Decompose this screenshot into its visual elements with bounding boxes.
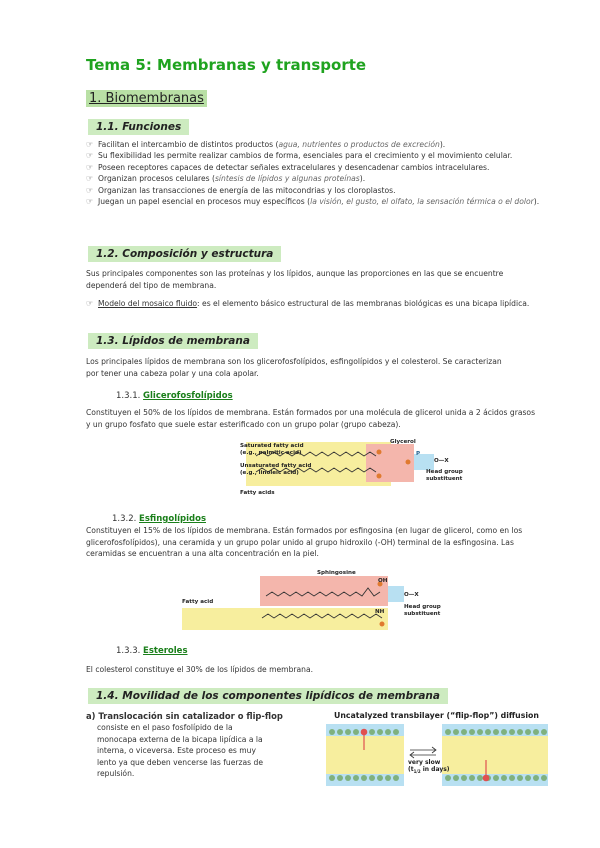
- moving-lipid-head: [361, 729, 368, 736]
- composicion-paragraph: Sus principales componentes son las proteínas y los lípidos, aunque las proporciones en las que se encuentre dependerá del tipo de membrana.: [86, 269, 504, 290]
- flip-flop-diagram: [326, 724, 556, 786]
- modelo-mosaico-link[interactable]: Modelo del mosaico fluido: [98, 299, 198, 308]
- esfingolipidos-paragraph: Constituyen el 15% de los lípidos de membrana. Están formados por esfingosina (en lugar de glicerol, como en los glicerofosfolípidos), una ceramida y un grupo polar unido al grupo hidroxilo (-OH) terminal de la esfingosina. Las ceramidas se encuentran a una alta concentración en la piel.: [86, 526, 523, 558]
- oh-label: OH: [378, 578, 388, 584]
- lipidos-paragraph: Los principales lípidos de membrana son los glicerofosfolípidos, esfingolípidos y el colesterol. Se caracterizan por tener una cabeza polar y una cola apolar.: [86, 357, 502, 378]
- subheading-esteroles: 1.3.3. Esteroles: [116, 646, 188, 656]
- section-heading-biomembranas: 1. Biomembranas: [86, 90, 207, 107]
- fatty-acid-region: [182, 608, 388, 630]
- membrane-left-core: [326, 736, 404, 774]
- flip-flop-figure: [326, 724, 556, 786]
- glycerophospholipid-figure: [240, 439, 476, 500]
- sphingosine-label: Sphingosine: [317, 570, 356, 576]
- pointing-hand-icon: ☞: [86, 197, 94, 207]
- oxygen-atom: [406, 460, 411, 465]
- heading-composicion: 1.2. Composición y estructura: [88, 246, 281, 262]
- oxygen-atom: [377, 450, 382, 455]
- phosphate-label: P: [416, 451, 421, 457]
- flip-flop-paragraph: consiste en el paso fosfolípido de la monocapa externa de la bicapa lipídica a la interna, o viceversa. Este proceso es muy lento ya que deben vencerse las fuerzas de repulsión.: [97, 723, 264, 778]
- pointing-hand-icon: ☞: [86, 140, 94, 149]
- subheading-esfingolipidos: 1.3.2. Esfingolípidos: [112, 514, 206, 524]
- pointing-hand-icon: ☞: [86, 299, 94, 308]
- head-group-label: Head group substituent: [404, 604, 441, 617]
- sphingolipid-figure: [182, 572, 452, 632]
- glicerofosfolipidos-paragraph: Constituyen el 50% de los lípidos de membrana. Están formados por una molécula de glicerol unida a 2 ácidos grasos y un grupo fosfato que suele estar esterificado con un grupo polar (grupo cabeza).: [86, 408, 536, 429]
- esteroles-paragraph: El colesterol constituye el 30% de los lípidos de membrana.: [86, 665, 314, 674]
- pointing-hand-icon: ☞: [86, 174, 94, 184]
- sphingolipid-diagram: [182, 572, 452, 632]
- head-group-region: [388, 586, 404, 602]
- pointing-hand-icon: ☞: [86, 185, 94, 195]
- half-life-label: ($t_{1/2}$ in days): [408, 766, 450, 775]
- unsaturated-label: Unsaturated fatty acid (e.g., linoleic acid): [240, 463, 312, 476]
- list-item: ☞ Facilitan el intercambio de distintos productos (agua, nutrientes o productos de excreción).: [86, 140, 446, 149]
- flip-flop-figure-title: Uncatalyzed transbilayer (“flip-flop”) diffusion: [334, 711, 539, 720]
- pointing-hand-icon: ☞: [86, 162, 94, 172]
- ox-label: O—X: [404, 592, 419, 598]
- fatty-acid-label: Fatty acid: [182, 599, 214, 605]
- list-item: ☞ Poseen receptores capaces de detectar señales extracelulares y desencadenar cambios intracelulares.: [86, 162, 490, 172]
- subheading-glicerofosfolipidos: 1.3.1. Glicerofosfolípidos: [116, 391, 233, 401]
- nh-label: NH: [375, 609, 385, 615]
- pointing-hand-icon: ☞: [86, 151, 94, 161]
- modelo-mosaico-item: ☞ Modelo del mosaico fluido: es el elemento básico estructural de las membranas biológicas es una bicapa lipídica.: [86, 299, 530, 308]
- moving-lipid-head-flipped: [483, 775, 490, 782]
- heading-lipidos: 1.3. Lípidos de membrana: [88, 333, 258, 349]
- list-item: ☞ Su flexibilidad les permite realizar cambios de forma, esenciales para el crecimiento y el movimiento celular.: [86, 151, 513, 161]
- heading-funciones: 1.1. Funciones: [88, 119, 189, 135]
- funciones-list: [86, 139, 546, 207]
- oxygen-atom: [380, 622, 385, 627]
- list-item: ☞ Organizan procesos celulares (síntesis de lípidos y algunas proteínas).: [86, 174, 366, 184]
- glycerol-label: Glycerol: [390, 439, 416, 445]
- page-title: Tema 5: Membranas y transporte: [86, 56, 367, 74]
- head-group-label: Head group substituent: [426, 469, 463, 482]
- sphingosine-region: [260, 576, 388, 606]
- flip-flop-label: a) Translocación sin catalizador o flip-flop: [86, 711, 283, 721]
- membrane-right-core: [442, 736, 548, 774]
- fatty-acids-label: Fatty acids: [240, 490, 275, 496]
- list-item: ☞ Organizan las transacciones de energía de las mitocondrias y los cloroplastos.: [86, 185, 396, 195]
- oxygen-atom: [377, 474, 382, 479]
- ox-label: O—X: [434, 458, 449, 464]
- saturated-label: Saturated fatty acid (e.g., palmitic acid): [240, 443, 304, 456]
- list-item: ☞ Juegan un papel esencial en procesos muy específicos (la visión, el gusto, el olfato, la sensación térmica o el dolor).: [86, 197, 540, 207]
- heading-movilidad: 1.4. Movilidad de los componentes lipídicos de membrana: [88, 688, 448, 704]
- very-slow-label: very slow: [408, 759, 441, 766]
